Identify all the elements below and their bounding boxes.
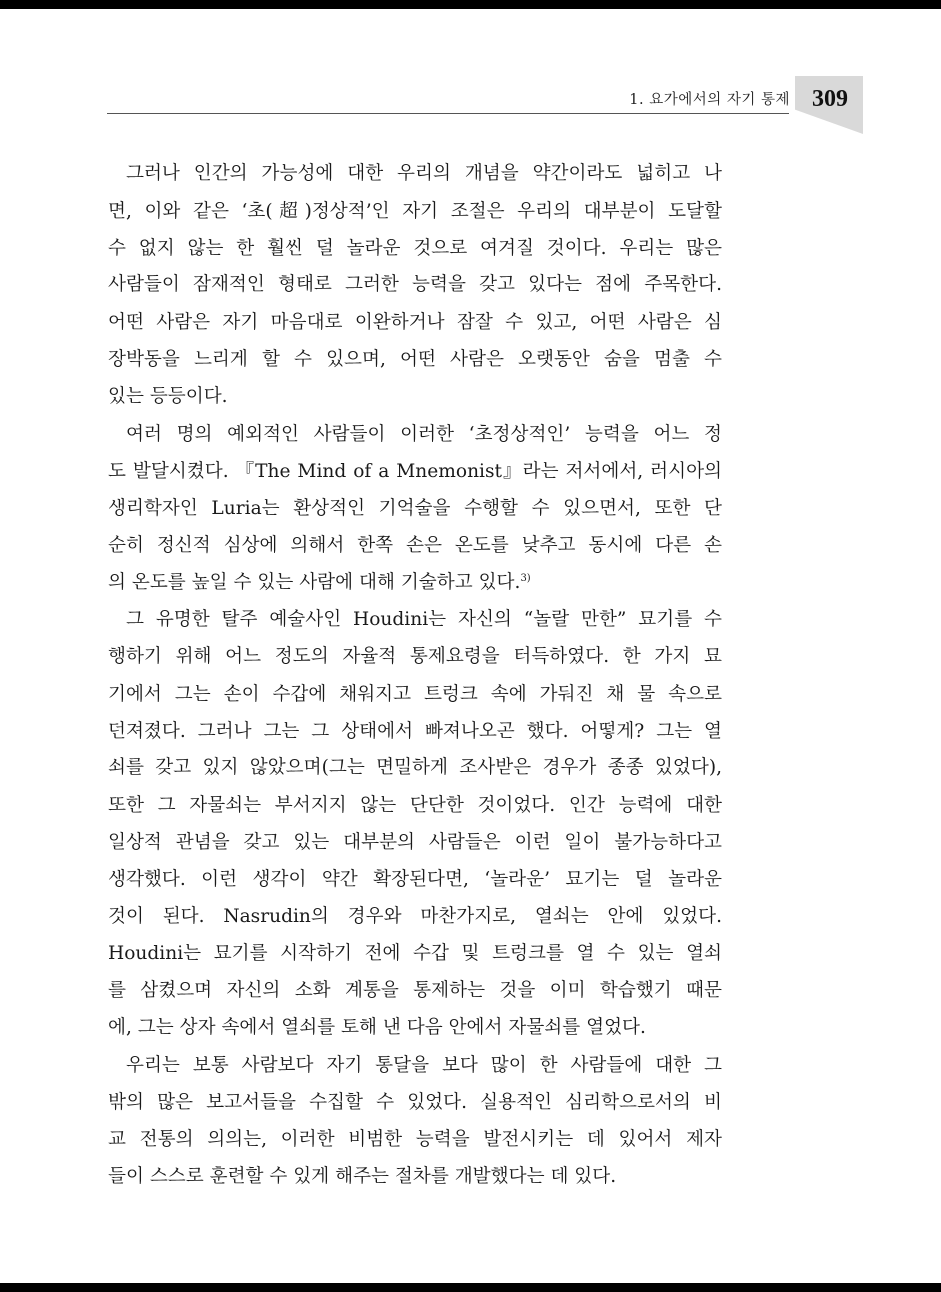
body-line: 던져졌다. 그러나 그는 그 상태에서 빠져나오곤 했다. 어떻게? 그는 열 — [108, 721, 722, 742]
running-head: 1. 요가에서의 자기 통제 — [629, 92, 790, 108]
body-line: 면, 이와 같은 ‘초(超)정상적’인 자기 조절은 우리의 대부분이 도달할 — [108, 201, 722, 222]
body-line: 그 유명한 탈주 예술사인 Houdini는 자신의 “놀랄 만한” 묘기를 수 — [126, 609, 722, 630]
body-line: 를 삼켰으며 자신의 소화 계통을 통제하는 것을 이미 학습했기 때문 — [108, 980, 722, 1001]
body-line: 사람들이 잠재적인 형태로 그러한 능력을 갖고 있다는 점에 주목한다. — [108, 274, 722, 295]
page-number: 309 — [812, 86, 848, 112]
body-line: 생각했다. 이런 생각이 약간 확장된다면, ‘놀라운’ 묘기는 덜 놀라운 — [108, 869, 722, 890]
body-line-text: 의 온도를 높일 수 있는 사람에 대해 기술하고 있다. — [108, 572, 521, 593]
body-line: 에, 그는 상자 속에서 열쇠를 토해 낸 다음 안에서 자물쇠를 열었다. — [108, 1017, 646, 1038]
body-line: 여러 명의 예외적인 사람들이 이러한 ‘초정상적인’ 능력을 어느 정 — [126, 424, 722, 445]
body-line: 그러나 인간의 가능성에 대한 우리의 개념을 약간이라도 넓히고 나 — [126, 163, 722, 184]
body-line: 장박동을 느리게 할 수 있으며, 어떤 사람은 오랫동안 숨을 멈출 수 — [108, 349, 722, 370]
body-line: 생리학자인 Luria는 환상적인 기억술을 수행할 수 있으면서, 또한 단 — [108, 498, 722, 519]
body-line: 순히 정신적 심상에 의해서 한쪽 손은 온도를 낮추고 동시에 다른 손 — [108, 535, 722, 556]
header-rule — [107, 113, 789, 114]
body-line: 도 발달시켰다. 『The Mind of a Mnemonist』라는 저서에서, 러시아의 — [108, 461, 722, 482]
body-line: 행하기 위해 어느 정도의 자율적 통제요령을 터득하였다. 한 가지 묘 — [108, 646, 722, 667]
body-line: 어떤 사람은 자기 마음대로 이완하거나 잠잘 수 있고, 어떤 사람은 심 — [108, 312, 722, 333]
body-line: 것이 된다. Nasrudin의 경우와 마찬가지로, 열쇠는 안에 있었다. — [108, 906, 722, 927]
body-line: 쇠를 갖고 있지 않았으며(그는 면밀하게 조사받은 경우가 종종 있었다), — [108, 757, 722, 778]
body-line: 밖의 많은 보고서들을 수집할 수 있었다. 실용적인 심리학으로서의 비 — [108, 1092, 722, 1113]
top-border — [0, 0, 941, 9]
footnote-marker: 3) — [520, 573, 531, 584]
body-line: 또한 그 자물쇠는 부서지지 않는 단단한 것이었다. 인간 능력에 대한 — [108, 795, 722, 816]
body-line: 기에서 그는 손이 수갑에 채워지고 트렁크 속에 가둬진 채 물 속으로 — [108, 684, 722, 705]
body-line: 일상적 관념을 갖고 있는 대부분의 사람들은 이런 일이 불가능하다고 — [108, 832, 722, 853]
body-line: 교 전통의 의의는, 이러한 비범한 능력을 발전시키는 데 있어서 제자 — [108, 1129, 722, 1150]
body-line: Houdini는 묘기를 시작하기 전에 수갑 및 트렁크를 열 수 있는 열쇠 — [108, 943, 722, 964]
body-line — [108, 570, 722, 596]
body-line: 들이 스스로 훈련할 수 있게 해주는 절차를 개발했다는 데 있다. — [108, 1166, 617, 1187]
bottom-border — [0, 1283, 941, 1292]
body-line: 수 없지 않는 한 훨씬 덜 놀라운 것으로 여겨질 것이다. 우리는 많은 — [108, 238, 722, 259]
body-line: 우리는 보통 사람보다 자기 통달을 보다 많이 한 사람들에 대한 그 — [126, 1055, 722, 1076]
body-line: 있는 등등이다. — [108, 386, 228, 407]
